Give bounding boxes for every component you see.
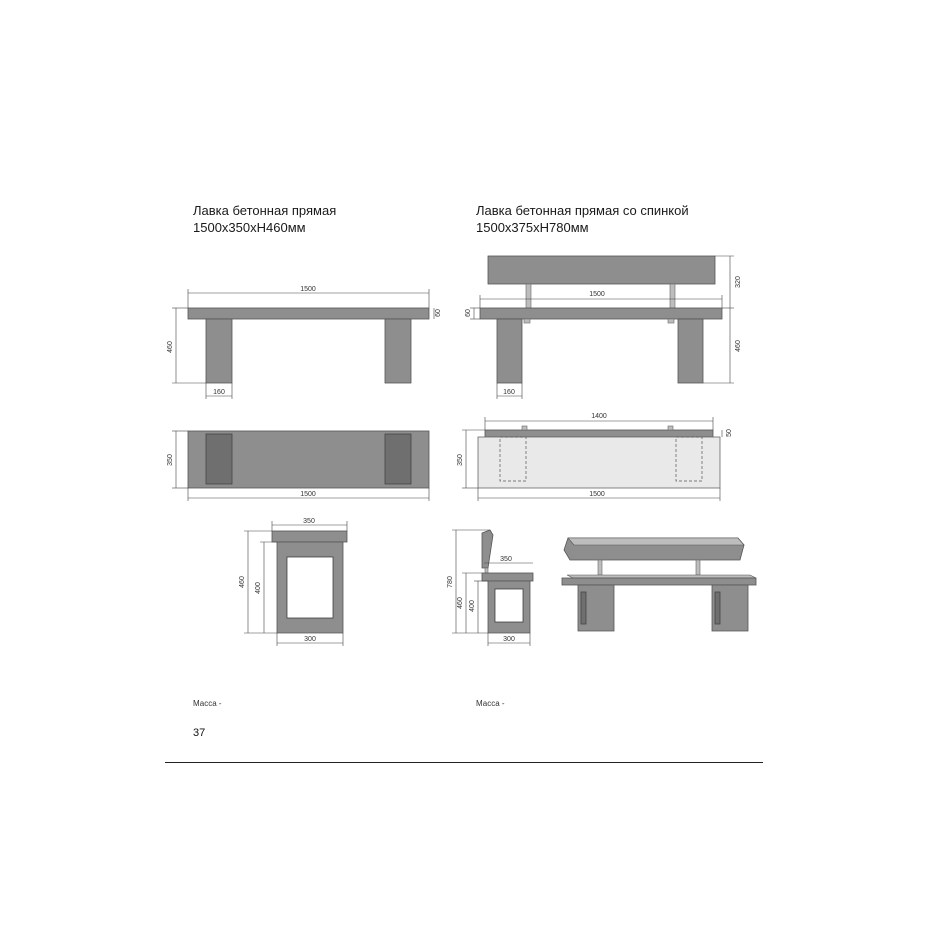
right-side-view bbox=[447, 530, 533, 646]
left-plan-length-label: 1500 bbox=[300, 491, 316, 498]
right-mass-label: Масса - bbox=[476, 699, 505, 708]
left-front-top-label: 60 bbox=[435, 309, 442, 317]
right-front-top-label: 60 bbox=[465, 309, 472, 317]
right-front-height-label: 460 bbox=[735, 340, 742, 352]
right-plan-backrest bbox=[485, 430, 713, 437]
left-front-leg-left bbox=[206, 319, 232, 383]
left-title-line2: 1500х350хН460мм bbox=[193, 220, 306, 235]
left-title-line1: Лавка бетонная прямая bbox=[193, 203, 337, 218]
right-front-backrest bbox=[488, 256, 715, 284]
left-side-leg-width-label: 300 bbox=[304, 636, 316, 643]
right-front-leg-label: 160 bbox=[503, 389, 515, 396]
right-plan-back-length-label: 1400 bbox=[591, 413, 607, 420]
right-plan-back-depth-label: 50 bbox=[726, 429, 733, 437]
right-plan-depth-label: 350 bbox=[457, 454, 464, 466]
left-plan-leg-left bbox=[206, 434, 232, 484]
left-front-length-label: 1500 bbox=[300, 286, 316, 293]
right-side-leg-width-label: 300 bbox=[503, 636, 515, 643]
left-front-seat bbox=[188, 308, 429, 319]
left-side-leg-opening bbox=[287, 557, 333, 618]
right-side-seat bbox=[482, 573, 533, 581]
left-front-view bbox=[167, 286, 442, 399]
left-side-leg-height-label: 400 bbox=[255, 582, 262, 594]
right-front-seat bbox=[480, 308, 722, 319]
right-side-leg-height-label: 400 bbox=[469, 600, 476, 612]
right-front-bracket-left bbox=[524, 319, 530, 323]
right-plan-post-left bbox=[522, 426, 527, 430]
left-plan-depth-label: 350 bbox=[167, 454, 174, 466]
right-plan-view bbox=[457, 413, 733, 501]
perspective-seat bbox=[562, 578, 756, 585]
right-title-line1: Лавка бетонная прямая со спинкой bbox=[476, 203, 689, 218]
right-front-post-right bbox=[670, 284, 675, 308]
right-plan-length-label: 1500 bbox=[589, 491, 605, 498]
left-front-leg-right bbox=[385, 319, 411, 383]
right-front-post-left bbox=[526, 284, 531, 308]
left-plan-view bbox=[167, 431, 429, 501]
right-front-length-label: 1500 bbox=[589, 291, 605, 298]
right-plan-seat bbox=[478, 437, 720, 488]
right-side-backrest bbox=[482, 530, 493, 568]
right-side-seat-label: 350 bbox=[500, 556, 512, 563]
right-perspective-view bbox=[562, 538, 756, 631]
left-mass-label: Масса - bbox=[193, 699, 222, 708]
right-front-bracket-right bbox=[668, 319, 674, 323]
left-side-seat bbox=[272, 531, 347, 542]
page-number: 37 bbox=[193, 727, 206, 739]
right-front-back-label: 320 bbox=[735, 276, 742, 288]
right-side-total-label: 780 bbox=[447, 576, 454, 588]
perspective-post-right bbox=[696, 560, 700, 575]
left-side-width-label: 350 bbox=[303, 518, 315, 525]
right-front-leg-left bbox=[497, 319, 522, 383]
perspective-leg-left-slot bbox=[581, 592, 586, 624]
right-side-post bbox=[485, 568, 488, 573]
right-front-leg-right bbox=[678, 319, 703, 383]
perspective-post-left bbox=[598, 560, 602, 575]
right-title-line2: 1500х375хН780мм bbox=[476, 220, 589, 235]
footer-rule bbox=[165, 762, 763, 763]
right-side-leg-opening bbox=[495, 589, 523, 622]
left-front-leg-label: 160 bbox=[213, 389, 225, 396]
left-side-height-label: 460 bbox=[239, 576, 246, 588]
right-plan-post-right bbox=[668, 426, 673, 430]
right-side-height-label: 460 bbox=[457, 597, 464, 609]
left-front-height-label: 460 bbox=[167, 341, 174, 353]
left-plan-leg-right bbox=[385, 434, 411, 484]
right-front-view bbox=[465, 256, 742, 399]
left-side-view bbox=[239, 518, 347, 646]
perspective-leg-right-slot bbox=[715, 592, 720, 624]
